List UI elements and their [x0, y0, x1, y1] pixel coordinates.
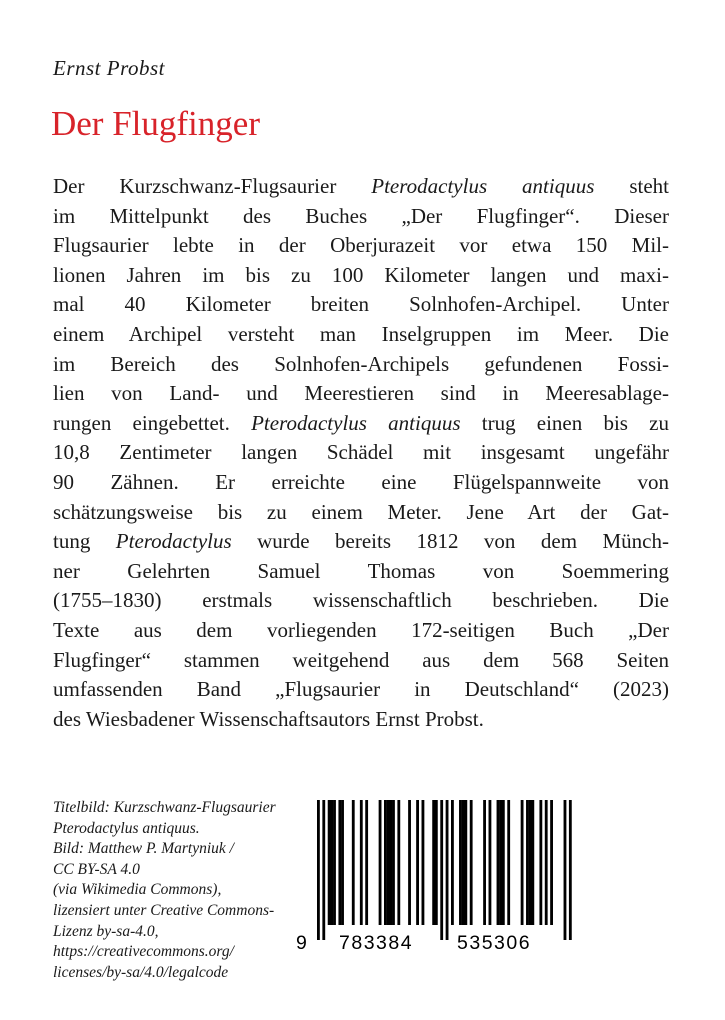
barcode-bar [531, 800, 534, 925]
barcode-bar [322, 800, 325, 940]
blurb-line: einem Archipel versteht man Inselgruppen im Meer. Die [53, 321, 669, 346]
barcode-bar [539, 800, 542, 925]
barcode-bar [328, 800, 331, 925]
blurb-line: schätzungsweise bis zu einem Meter. Jene Art der Gat- [53, 499, 669, 524]
barcode-lead-digit: 9 [296, 932, 309, 954]
blurb-line: Der Kurzschwanz-Flugsaurier Pterodactylus antiquus steht [53, 174, 669, 198]
barcode-bar [499, 800, 502, 925]
blurb-line: Flugfinger“ stammen weitgehend aus dem 568 Seiten [53, 647, 669, 672]
barcode-bar [483, 800, 486, 925]
credit-line: licenses/by-sa/4.0/legalcode [53, 963, 229, 981]
barcode-right-digits: 535306 [457, 932, 532, 954]
blurb-line: Flugsaurier lebte in der Oberjurazeit vor etwa 150 Mil- [53, 233, 669, 258]
barcode-bar [470, 800, 473, 925]
credit-line: Titelbild: Kurzschwanz-Flugsaurier [53, 799, 276, 816]
barcode-bar [440, 800, 443, 940]
barcode-bar [569, 800, 572, 940]
blurb-line: tung Pterodactylus wurde bereits 1812 von dem Münch- [53, 529, 669, 554]
barcode-bar [489, 800, 492, 925]
barcode-bar [521, 800, 524, 925]
blurb-line: des Wiesbadener Wissenschaftsautors Ernst Probst. [53, 706, 484, 731]
barcode-bar [545, 800, 548, 925]
barcode-bar [330, 800, 333, 925]
barcode-bar [529, 800, 532, 925]
barcode-bar [564, 800, 567, 940]
barcode-bar [464, 800, 467, 925]
barcode-bar [387, 800, 390, 925]
species-name: Pterodactylus [115, 529, 232, 554]
blurb-line: lionen Jahren im bis zu 100 Kilometer langen und maxi- [53, 262, 669, 287]
barcode-bar [422, 800, 425, 925]
credit-line: https://creativecommons.org/ [53, 943, 234, 961]
barcode-bar [389, 800, 392, 925]
barcode-bar [392, 800, 395, 925]
blurb-line: rungen eingebettet. Pterodactylus antiquus trug einen bis zu [53, 410, 670, 435]
barcode-bar [507, 800, 510, 925]
barcode-bar [338, 800, 341, 925]
blurb-line: ner Gelehrten Samuel Thomas von Soemmering [53, 558, 669, 583]
barcode-bar [379, 800, 382, 925]
barcode-bar [360, 800, 363, 925]
barcode-bar [435, 800, 438, 925]
barcode-bar [416, 800, 419, 925]
credit-line: Pterodactylus antiquus. [53, 819, 200, 837]
credit-line: Lizenz by-sa-4.0, [53, 922, 159, 940]
credit-line: (via Wikimedia Commons), [53, 881, 222, 899]
barcode-bar [365, 800, 368, 925]
credit-line: Bild: Matthew P. Martyniuk / [53, 840, 234, 858]
barcode-bar [317, 800, 320, 940]
barcode-bar [341, 800, 344, 925]
barcode-bar [397, 800, 400, 925]
blurb-line: 90 Zähnen. Er erreichte eine Flügelspannweite von [53, 469, 669, 494]
credit-line: CC BY-SA 4.0 [53, 860, 140, 878]
blurb-line: 10,8 Zentimeter langen Schädel mit insgesamt ungefähr [53, 440, 669, 465]
species-name: Pterodactylus antiquus [251, 410, 461, 435]
barcode-bar [462, 800, 465, 925]
barcode-bar [333, 800, 336, 925]
image-credit [53, 798, 293, 983]
barcode-bar [451, 800, 454, 925]
barcode-bar [550, 800, 553, 925]
barcode-bar [446, 800, 449, 940]
barcode-bar [497, 800, 500, 925]
barcode-bar [408, 800, 411, 925]
barcode-left-digits: 783384 [339, 932, 414, 954]
blurb-line: Texte aus dem vorliegenden 172-seitigen Buch „Der [53, 617, 669, 642]
book-title: Der Flugfinger [51, 104, 260, 143]
author-name: Ernst Probst [53, 56, 165, 80]
barcode-bar [526, 800, 529, 925]
barcode-bar [384, 800, 387, 925]
blurb-line: im Bereich des Solnhofen-Archipels gefundenen Fossi- [53, 351, 669, 376]
blurb-line: (1755–1830) erstmals wissenschaftlich beschrieben. Die [53, 588, 669, 613]
barcode-bar [432, 800, 435, 925]
species-name: Pterodactylus antiquus [371, 174, 595, 198]
blurb-line: umfassenden Band „Flugsaurier in Deutschland“ (2023) [53, 677, 669, 702]
barcode-bar [502, 800, 505, 925]
barcode-bar [352, 800, 355, 925]
barcode-bar [459, 800, 462, 925]
blurb-line: im Mittelpunkt des Buches „Der Flugfinger“. Dieser [53, 203, 669, 228]
blurb-text [53, 172, 669, 734]
blurb-line: lien von Land- und Meerestieren sind in Meeresablage- [53, 381, 669, 406]
credit-line: lizensiert unter Creative Commons- [53, 901, 275, 919]
blurb-line: mal 40 Kilometer breiten Solnhofen-Archipel. Unter [53, 292, 669, 317]
